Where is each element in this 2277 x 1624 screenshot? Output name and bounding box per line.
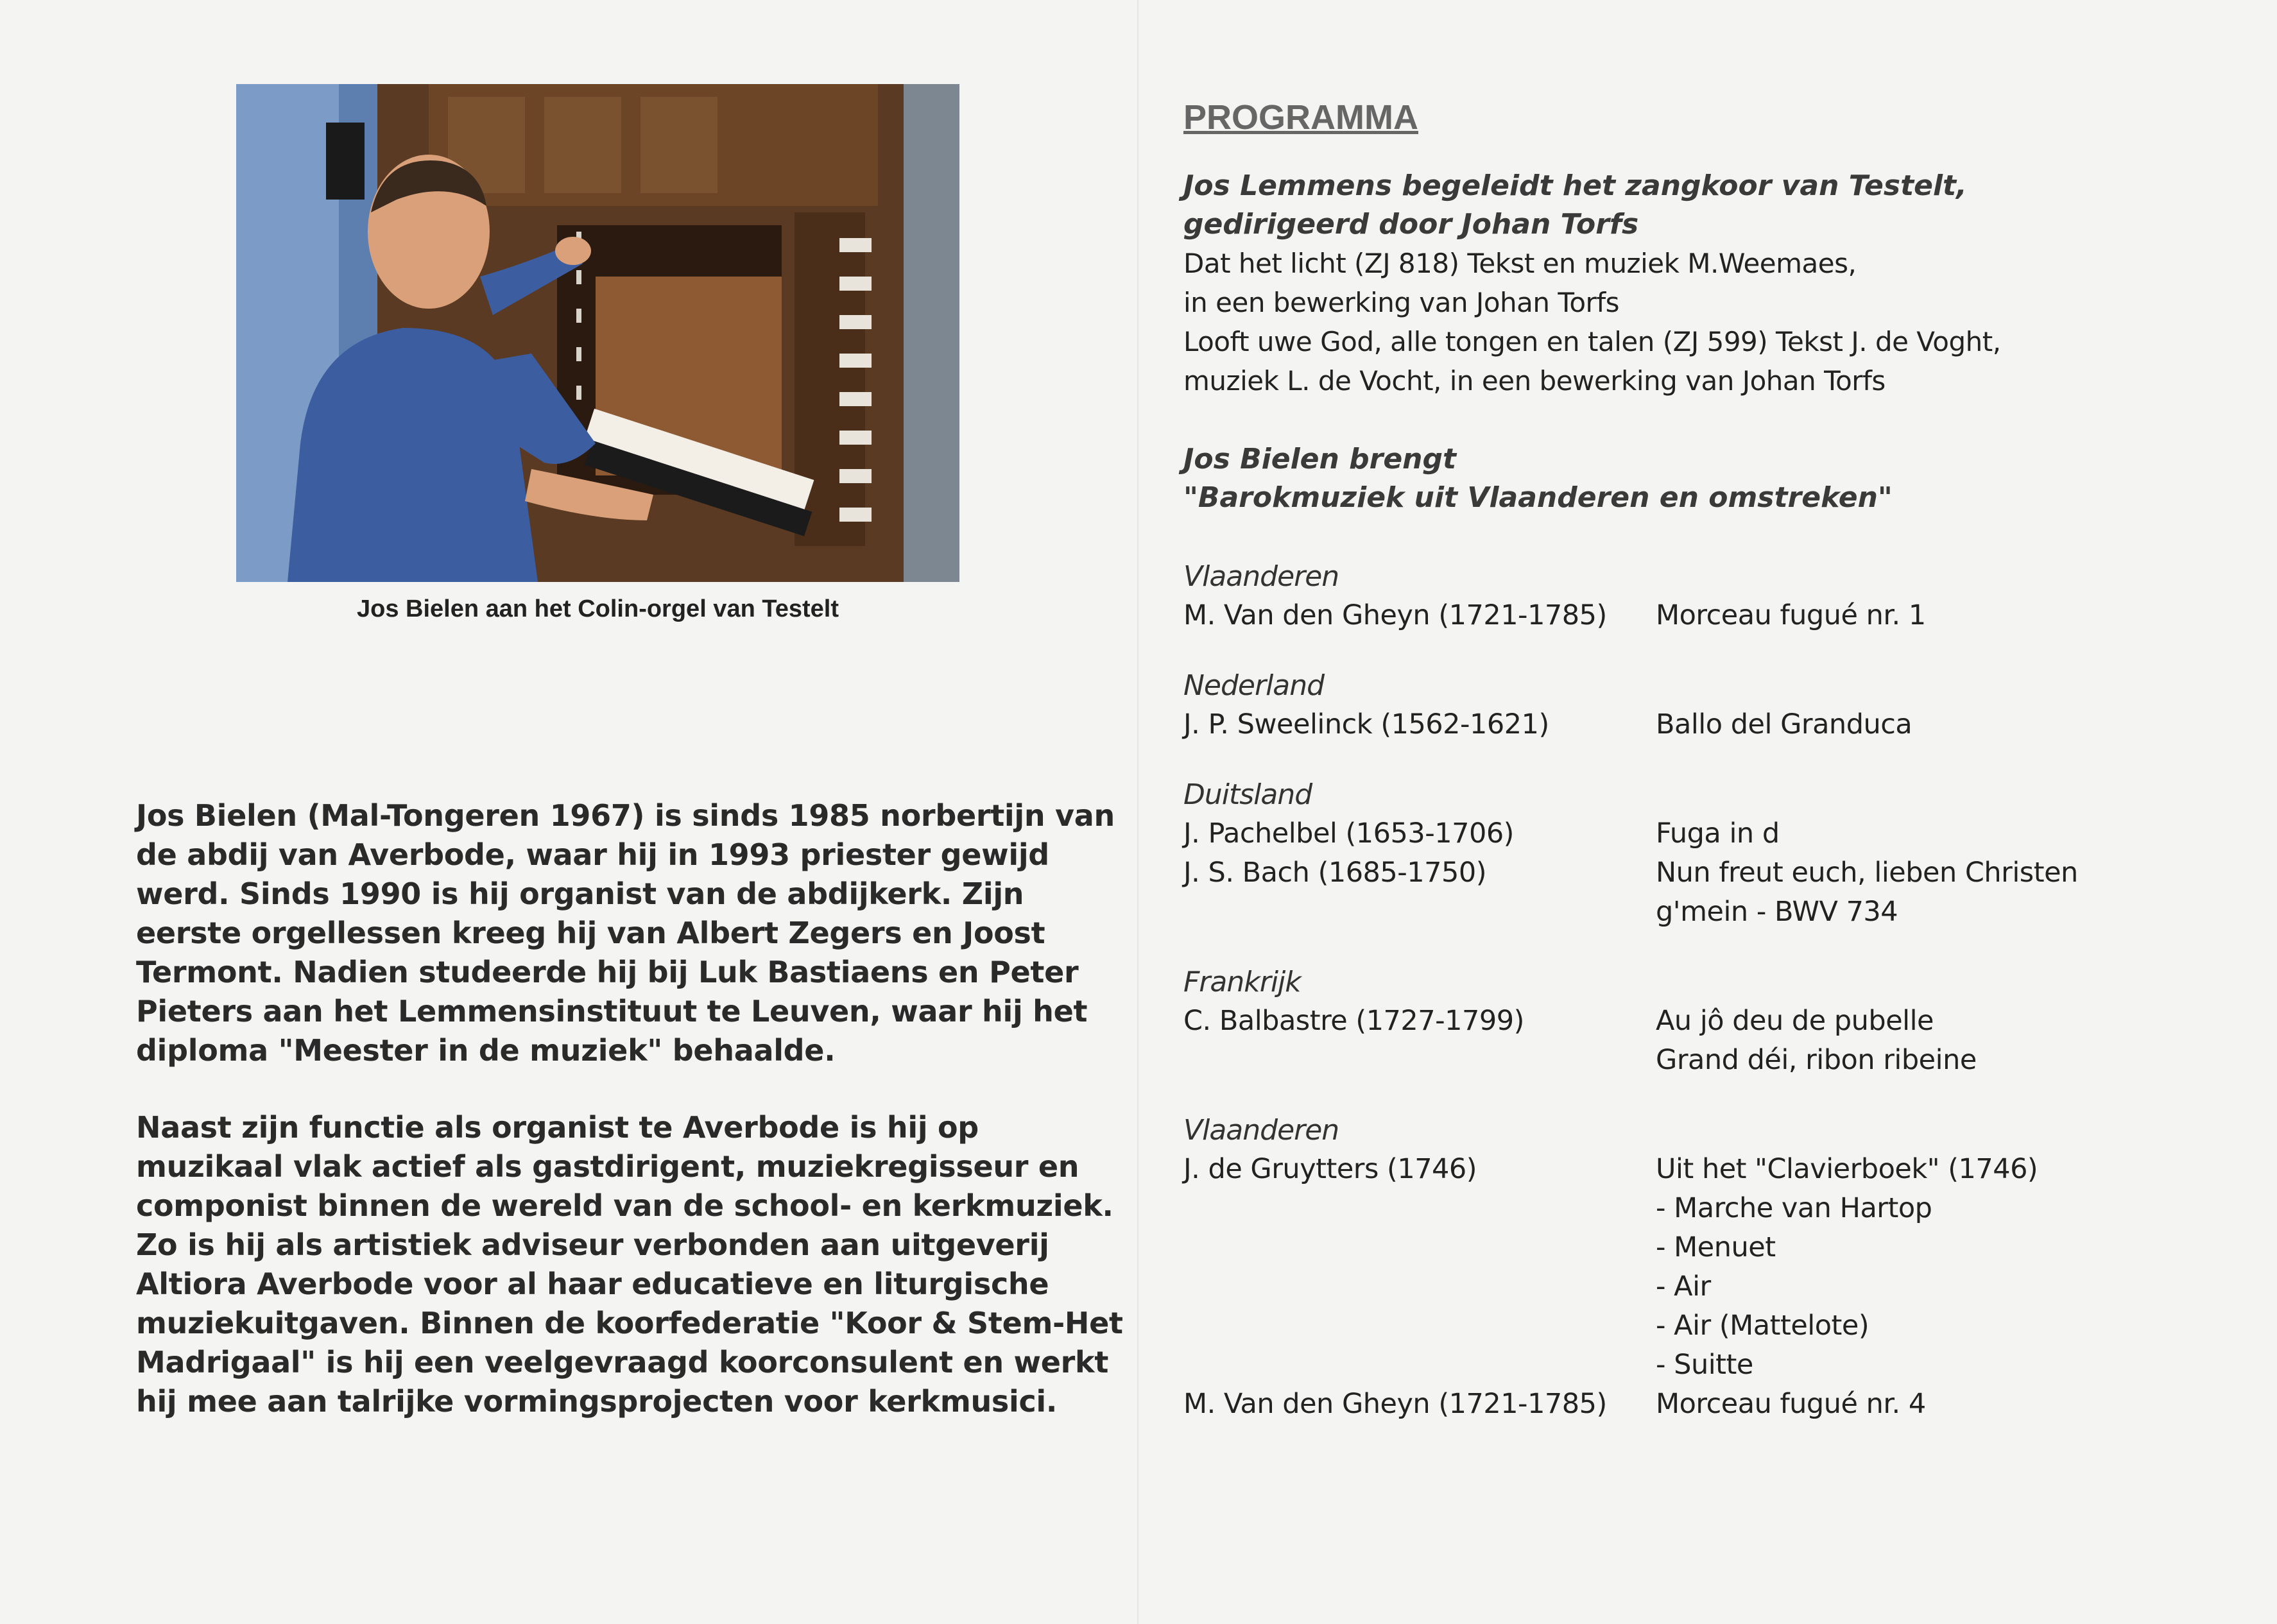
composer: J. Pachelbel (1653-1706) <box>1183 817 1514 850</box>
programma-heading: PROGRAMMA <box>1183 98 1418 137</box>
work: Fuga in d <box>1656 817 1780 850</box>
section-country: Frankrijk <box>1183 966 1301 998</box>
part1-subtitle: gedirigeerd door Johan Torfs <box>1183 208 1639 241</box>
section-country: Duitsland <box>1183 778 1312 811</box>
work: Ballo del Granduca <box>1656 708 1912 740</box>
program-row <box>1183 705 2242 744</box>
bio-text-1: Jos Bielen (Mal-Tongeren 1967) is sinds 1985 norbertijn van de abdij van Averbode, waar hij in 1993 priester gewijd werd. Sinds 1990 is hij organist van de abdijkerk. Zijn eerste orgellessen kreeg hij van Albert Zegers en Joost Termont. Nadien studeerde hij bij Luk Bastiaens en Peter Pieters aan het Lemmensinstituut te Leuven, waar hij het diploma "Meester in de muziek" behaalde. <box>136 798 1115 1068</box>
work: Au jô deu de pubelle <box>1656 1005 1934 1037</box>
composer: M. Van den Gheyn (1721-1785) <box>1183 1388 1607 1420</box>
bio-paragraph-2 <box>136 1108 1124 1421</box>
work: - Menuet <box>1656 1231 1776 1263</box>
section-country: Vlaanderen <box>1183 1114 1339 1147</box>
part1-title: Jos Lemmens begeleidt het zangkoor van Testelt, <box>1183 169 1967 202</box>
program-row <box>1183 1189 2242 1228</box>
program-row <box>1183 1346 2242 1385</box>
section-country: Nederland <box>1183 669 1325 702</box>
work: Nun freut euch, lieben Christen <box>1656 857 2078 889</box>
part2-subtitle: "Barokmuziek uit Vlaanderen en omstreken" <box>1183 481 1893 514</box>
bio-paragraph-1 <box>136 796 1124 1070</box>
work: - Air (Mattelote) <box>1656 1310 1869 1342</box>
program-row <box>1183 1228 2242 1267</box>
organist-photo-image <box>236 84 959 582</box>
work: - Air <box>1656 1270 1711 1303</box>
part1-line: in een bewerking van Johan Torfs <box>1183 287 1619 318</box>
composer: M. Van den Gheyn (1721-1785) <box>1183 599 1607 631</box>
program-row <box>1183 1002 2242 1041</box>
program-row <box>1183 893 2242 932</box>
programma <box>1183 96 2242 1424</box>
program-row <box>1183 596 2242 635</box>
organist-photo <box>236 84 959 582</box>
work: - Suitte <box>1656 1349 1753 1381</box>
work: Uit het "Clavierboek" (1746) <box>1656 1153 2038 1185</box>
bio-text-2: Naast zijn functie als organist te Averbode is hij op muzikaal vlak actief als gastdirigent, muziekregisseur en componist binnen de wereld van de school- en kerkmuziek. Zo is hij als artistiek adviseur verbonden aan uitgeverij Altiora Averbode voor al haar educatieve en liturgische muziekuitgaven. Binnen de koorfederatie "Koor & Stem-Het Madrigaal" is hij een veelgevraagd koorconsulent en werkt hij mee aan talrijke vormingsprojecten voor kerkmusici. <box>136 1110 1123 1419</box>
program-row <box>1183 1267 2242 1306</box>
work: g'mein - BWV 734 <box>1656 896 1898 928</box>
part1-line: muziek L. de Vocht, in een bewerking van Johan Torfs <box>1183 365 1886 397</box>
part1-line: Dat het licht (ZJ 818) Tekst en muziek M.Weemaes, <box>1183 248 1857 279</box>
composer: J. S. Bach (1685-1750) <box>1183 857 1486 889</box>
photo-caption: Jos Bielen aan het Colin-orgel van Testelt <box>356 595 839 622</box>
program-row <box>1183 1041 2242 1080</box>
composer: J. de Gruytters (1746) <box>1183 1153 1477 1185</box>
work: Morceau fugué nr. 4 <box>1656 1388 1926 1420</box>
work: - Marche van Hartop <box>1656 1192 1932 1224</box>
program-row <box>1183 814 2242 853</box>
page-fold <box>1137 0 1138 1624</box>
part1-line: Looft uwe God, alle tongen en talen (ZJ 599) Tekst J. de Voght, <box>1183 326 2001 357</box>
work: Morceau fugué nr. 1 <box>1656 599 1926 631</box>
program-row <box>1183 1150 2242 1189</box>
work: Grand déi, ribon ribeine <box>1656 1044 1977 1076</box>
composer: J. P. Sweelinck (1562-1621) <box>1183 708 1549 740</box>
program-row <box>1183 1306 2242 1346</box>
part2-title: Jos Bielen brengt <box>1183 443 1457 475</box>
section-country: Vlaanderen <box>1183 560 1339 593</box>
program-row <box>1183 853 2242 893</box>
composer: C. Balbastre (1727-1799) <box>1183 1005 1524 1037</box>
program-row <box>1183 1385 2242 1424</box>
